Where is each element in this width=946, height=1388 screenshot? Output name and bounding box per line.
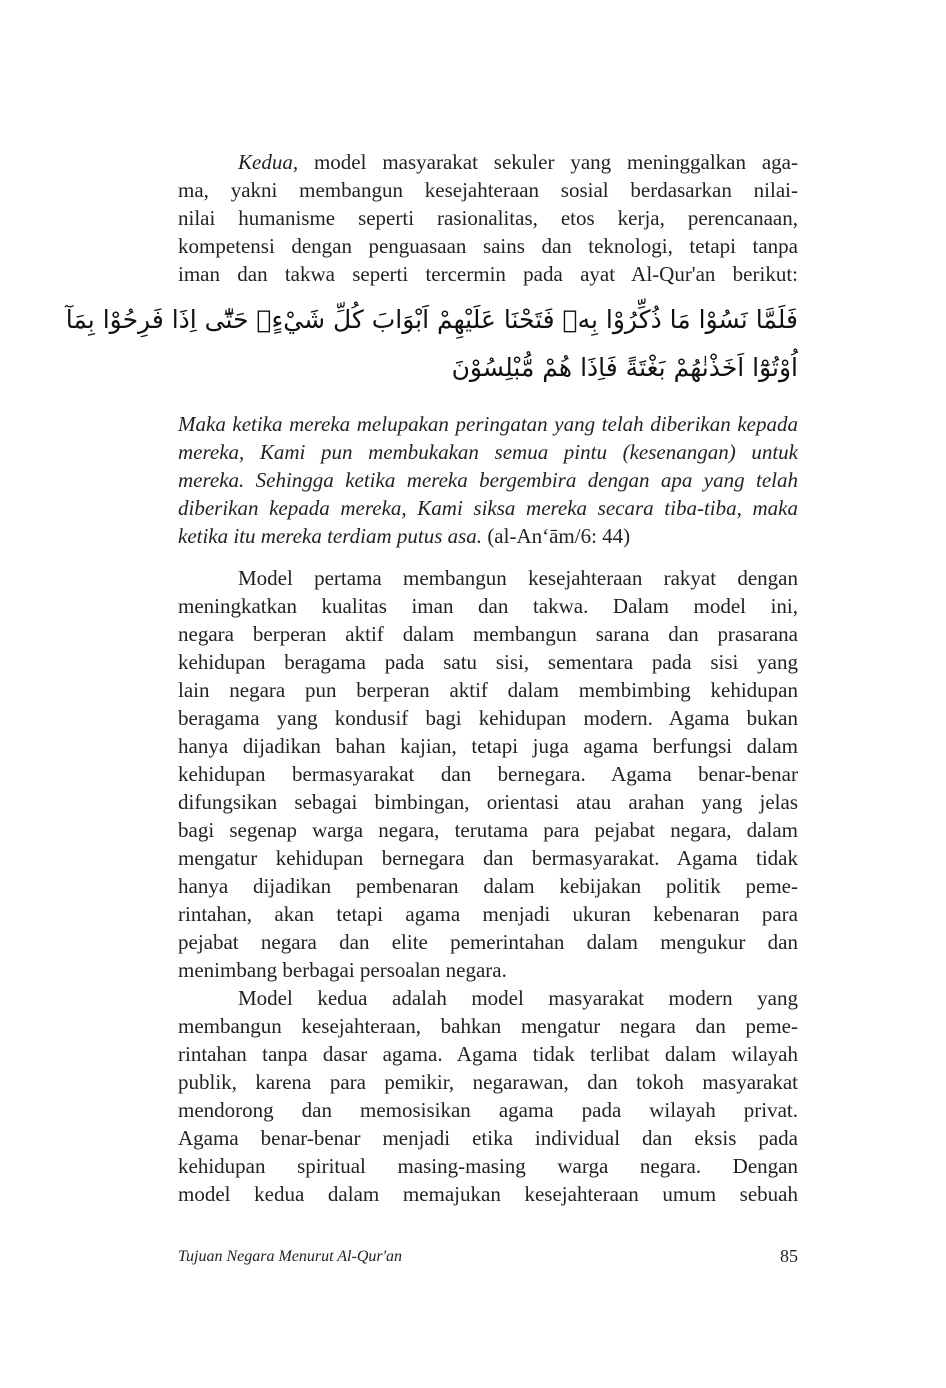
paragraph-line: Agama benar-benar menjadi etika individual dan eksis pada <box>178 1126 798 1150</box>
paragraph-line: publik, karena para pemikir, negarawan, dan tokoh masyarakat <box>178 1070 798 1094</box>
verse-citation: (al-An‘ām/6: 44) <box>482 524 631 548</box>
paragraph-line: nilai humanisme seperti rasionalitas, etos kerja, perencanaan, <box>178 206 798 230</box>
paragraph-line: kompetensi dengan penguasaan sains dan teknologi, tetapi tanpa <box>178 234 798 258</box>
arabic-verse <box>65 296 798 392</box>
paragraph-line: Model pertama membangun kesejahteraan rakyat dengan <box>238 566 798 590</box>
paragraph-line: meningkatkan kualitas iman dan takwa. Dalam model ini, <box>178 594 798 618</box>
translation-line: mereka, Kami pun membukakan semua pintu (kesenangan) untuk <box>178 440 798 464</box>
paragraph-line: difungsikan sebagai bimbingan, orientasi atau arahan yang jelas <box>178 790 798 814</box>
paragraph-line: kehidupan beragama pada satu sisi, sementara pada sisi yang <box>178 650 798 674</box>
translation-line: mereka. Sehingga ketika mereka bergembira dengan apa yang telah <box>178 468 798 492</box>
paragraph-line: rintahan tanpa dasar agama. Agama tidak terlibat dalam wilayah <box>178 1042 798 1066</box>
running-footer-title: Tujuan Negara Menurut Al-Qur'an <box>178 1248 403 1265</box>
paragraph-line: pejabat negara dan elite pemerintahan dalam mengukur dan <box>178 930 798 954</box>
translation-line: Maka ketika mereka melupakan peringatan yang telah diberikan kepada <box>178 412 798 436</box>
paragraph-line: mendorong dan memosisikan agama pada wilayah privat. <box>178 1098 798 1122</box>
paragraph-line: mengatur kehidupan bernegara dan bermasyarakat. Agama tidak <box>178 846 798 870</box>
paragraph-line: hanya dijadikan bahan kajian, tetapi juga agama berfungsi dalam <box>178 734 798 758</box>
paragraph-line: bagi segenap warga negara, terutama para pejabat negara, dalam <box>178 818 798 842</box>
page-number: 85 <box>780 1246 798 1266</box>
paragraph-line: model kedua dalam memajukan kesejahteraan umum sebuah <box>178 1182 798 1206</box>
paragraph-line: kehidupan bermasyarakat dan bernegara. Agama benar-benar <box>178 762 798 786</box>
paragraph-line: ma, yakni membangun kesejahteraan sosial berdasarkan nilai- <box>178 178 798 202</box>
translation-line: diberikan kepada mereka, Kami siksa mereka secara tiba-tiba, maka <box>178 496 798 520</box>
paragraph-line: iman dan takwa seperti tercermin pada ayat Al-Qur'an berikut: <box>178 262 798 286</box>
paragraph-line: Kedua, model masyarakat sekuler yang meninggalkan aga- <box>238 150 798 174</box>
paragraph-line: beragama yang kondusif bagi kehidupan modern. Agama bukan <box>178 706 798 730</box>
paragraph-line: rintahan, akan tetapi agama menjadi ukuran kebenaran para <box>178 902 798 926</box>
paragraph-line: negara berperan aktif dalam membangun sarana dan prasarana <box>178 622 798 646</box>
paragraph-line: menimbang berbagai persoalan negara. <box>178 958 507 982</box>
paragraph-line: lain negara pun berperan aktif dalam membimbing kehidupan <box>178 678 798 702</box>
arabic-line: فَلَمَّا نَسُوْا مَا ذُكِّرُوْا بِهٖ فَتَحْنَا عَلَيْهِمْ اَبْوَابَ كُلِّ شَيْءٍۗ حَتّٰٓى اِذَا فَرِحُوْا بِمَآ <box>65 305 798 334</box>
translation-line: ketika itu mereka terdiam putus asa. (al-An‘ām/6: 44) <box>178 524 631 548</box>
lead-word: Kedua, <box>238 150 299 174</box>
arabic-line: اُوْتُوْٓا اَخَذْنٰهُمْ بَغْتَةً فَاِذَا هُمْ مُّبْلِسُوْنَ <box>451 353 798 382</box>
paragraph-line: hanya dijadikan pembenaran dalam kebijakan politik peme- <box>178 874 798 898</box>
paragraph-line: kehidupan spiritual masing-masing warga negara. Dengan <box>178 1154 798 1178</box>
paragraph-line: Model kedua adalah model masyarakat modern yang <box>238 986 798 1010</box>
paragraph-line: membangun kesejahteraan, bahkan mengatur negara dan peme- <box>178 1014 798 1038</box>
